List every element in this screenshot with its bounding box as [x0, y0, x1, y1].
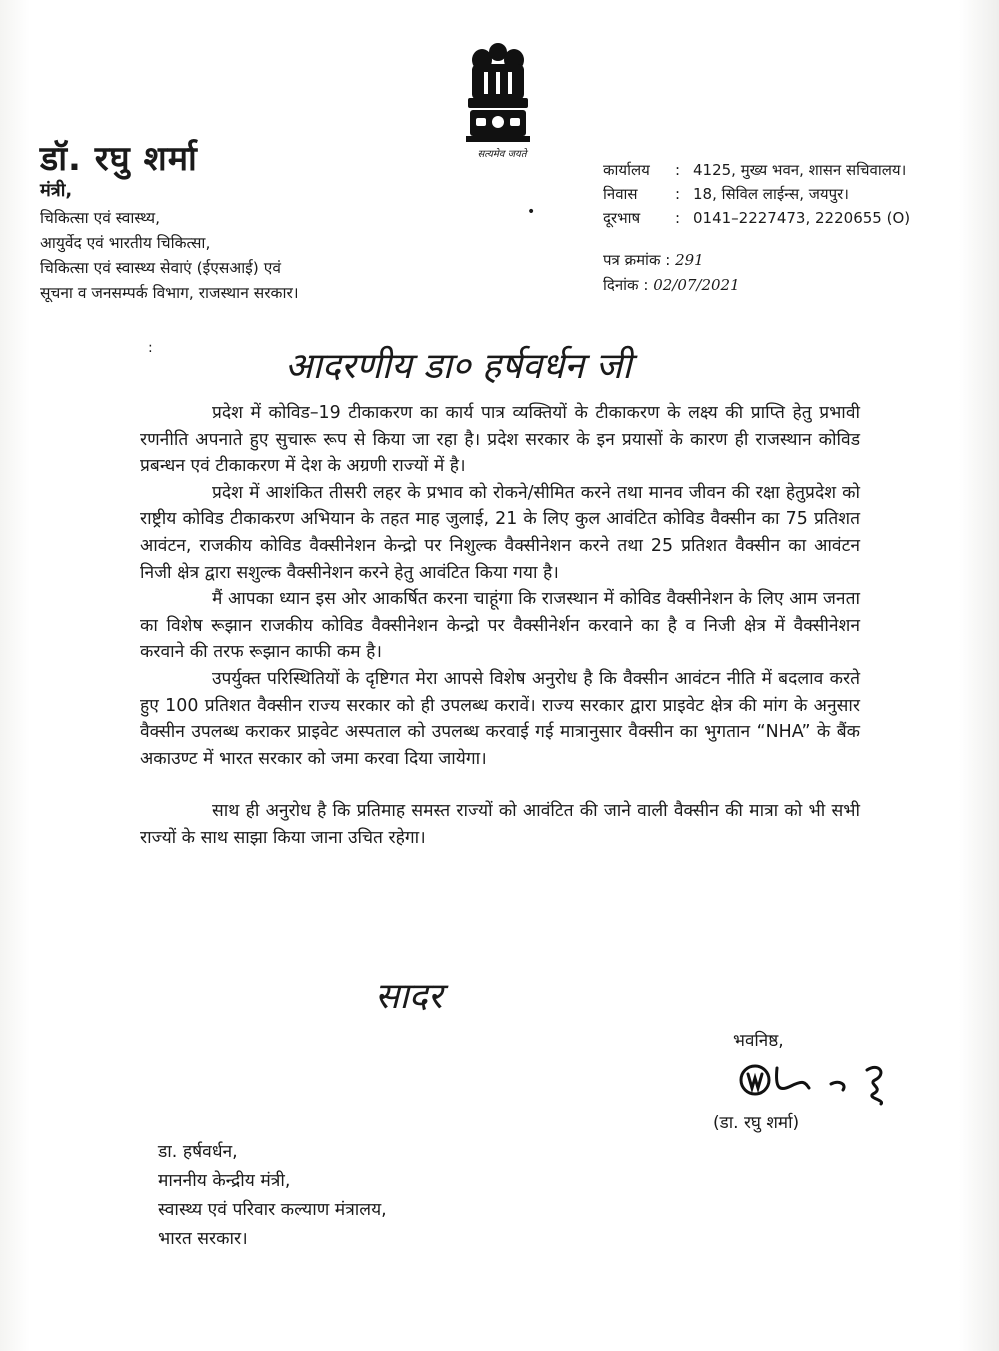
body-paragraph: मैं आपका ध्यान इस ओर आकर्षित करना चाहूंगा कि राजस्थान में कोविड वैक्सीनेशन के लिए आम जनता का विशेष रूझान राजकीय कोविड वैक्सीनेशन केन्द्रो पर वैक्सीनेर्शन करवाने का है व निजी क्षेत्र में वैक्सीनेशन करवाने की तरफ रूझान काफी कम है। — [140, 589, 860, 663]
contact-value: 4125, मुख्य भवन, शासन सचिवालय। — [693, 161, 907, 179]
contact-value: 18, सिविल लाईन्स, जयपुर। — [693, 185, 849, 203]
yours-sincerely: भवनिष्ठ, — [733, 1031, 784, 1051]
ink-dot: : — [148, 340, 153, 356]
minister-name: डॉ. रघु शर्मा — [40, 139, 198, 179]
body-paragraph: प्रदेश में कोविड–19 टीकाकरण का कार्य पात्र व्यक्तियों के टीकाकरण के लक्ष्य की प्राप्ति हेतु प्रभावी रणनीति अपनाते हुए सुचारू रूप से किया जा रहा है। प्रदेश सरकार के इन प्रयासों के कारण ही राजस्थान कोविड प्रबन्धन एवं टीकाकरण में देश के अग्रणी राज्यों में है। — [140, 403, 860, 477]
contact-block — [603, 158, 910, 230]
department-line: सूचना व जनसम्पर्क विभाग, राजस्थान सरकार। — [40, 284, 299, 302]
body-paragraph: साथ ही अनुरोध है कि प्रतिमाह समस्त राज्यों को आवंटित की जाने वाली वैक्सीन की मात्रा को भी सभी राज्यों के साथ साझा किया जाना उचित रहेगा। — [140, 801, 860, 848]
addressee-block — [158, 1138, 387, 1254]
date-label: दिनांक : — [603, 276, 649, 294]
emblem-motto: सत्यमेव जयते — [477, 149, 527, 160]
addressee-line: माननीय केन्द्रीय मंत्री, — [158, 1171, 291, 1191]
letter-date: 02/07/2021 — [653, 276, 740, 294]
addressee-line: भारत सरकार। — [158, 1229, 248, 1249]
contact-label: निवास — [603, 185, 638, 203]
contact-residence — [603, 182, 910, 206]
contact-label: दूरभाष — [603, 209, 641, 227]
contact-separator: : — [675, 161, 681, 179]
contact-office — [603, 158, 910, 182]
addressee-line: स्वास्थ्य एवं परिवार कल्याण मंत्रालय, — [158, 1200, 387, 1220]
handwritten-greeting: आदरणीय डा० हर्षवर्धन जी — [285, 346, 632, 387]
ink-dot: • — [527, 204, 536, 220]
signature-icon — [735, 1058, 895, 1110]
contact-separator: : — [675, 185, 681, 203]
reference-block — [603, 248, 740, 298]
letter-number-row — [603, 248, 740, 273]
contact-value: 0141–2227473, 2220655 (O) — [693, 209, 911, 227]
contact-phone — [603, 206, 910, 230]
department-line: चिकित्सा एवं स्वास्थ्य, — [40, 209, 161, 227]
department-list — [40, 206, 299, 306]
letter-body — [140, 400, 860, 852]
letter-number-label: पत्र क्रमांक : — [603, 251, 671, 269]
body-paragraph: प्रदेश में आशंकित तीसरी लहर के प्रभाव को रोकने/सीमित करने तथा मानव जीवन की रक्षा हेतुप्रदेश को राष्ट्रीय कोविड टीकाकरण अभियान के तहत माह जुलाई, 21 के लिए कुल आवंटित कोविड वैक्सीन का 75 प्रतिशत आवंटन, राजकीय कोविड वैक्सीनेशन केन्द्रो पर निशुल्क वैक्सीनेशन करने तथा 25 प्रतिशत वैक्सीन का आवंटन निजी क्षेत्र द्वारा सशुल्क वैक्सीनेशन करने हेतु आवंटित किया गया है। — [140, 482, 860, 583]
contact-separator: : — [675, 209, 681, 227]
signer-name: (डा. रघु शर्मा) — [713, 1113, 800, 1133]
ashoka-emblem-icon — [458, 38, 538, 150]
addressee-line: डा. हर्षवर्धन, — [158, 1142, 238, 1162]
date-row — [603, 273, 740, 298]
department-line: चिकित्सा एवं स्वास्थ्य सेवाएं (ईएसआई) एवं — [40, 259, 281, 277]
handwritten-closing: सादर — [375, 976, 443, 1017]
letter-number: 291 — [675, 251, 704, 269]
body-paragraph: उपर्युक्त परिस्थितियों के दृष्टिगत मेरा आपसे विशेष अनुरोध है कि वैक्सीन आवंटन नीति में बदलाव करते हुए 100 प्रतिशत वैक्सीन राज्य सरकार को ही उपलब्ध करावें। राज्य सरकार द्वारा प्राइवेट क्षेत्र की मांग के अनुसार वैक्सीन उपलब्ध कराकर प्राइवेट अस्पताल को उपलब्ध करवाई गई मात्रानुसार वैक्सीन का भुगतान “NHA” के बैंक अकाउण्ट में भारत सरकार को जमा करवा दिया जायेगा। — [140, 668, 860, 769]
department-line: आयुर्वेद एवं भारतीय चिकित्सा, — [40, 234, 211, 252]
minister-role: मंत्री, — [40, 180, 73, 201]
contact-label: कार्यालय — [603, 161, 650, 179]
